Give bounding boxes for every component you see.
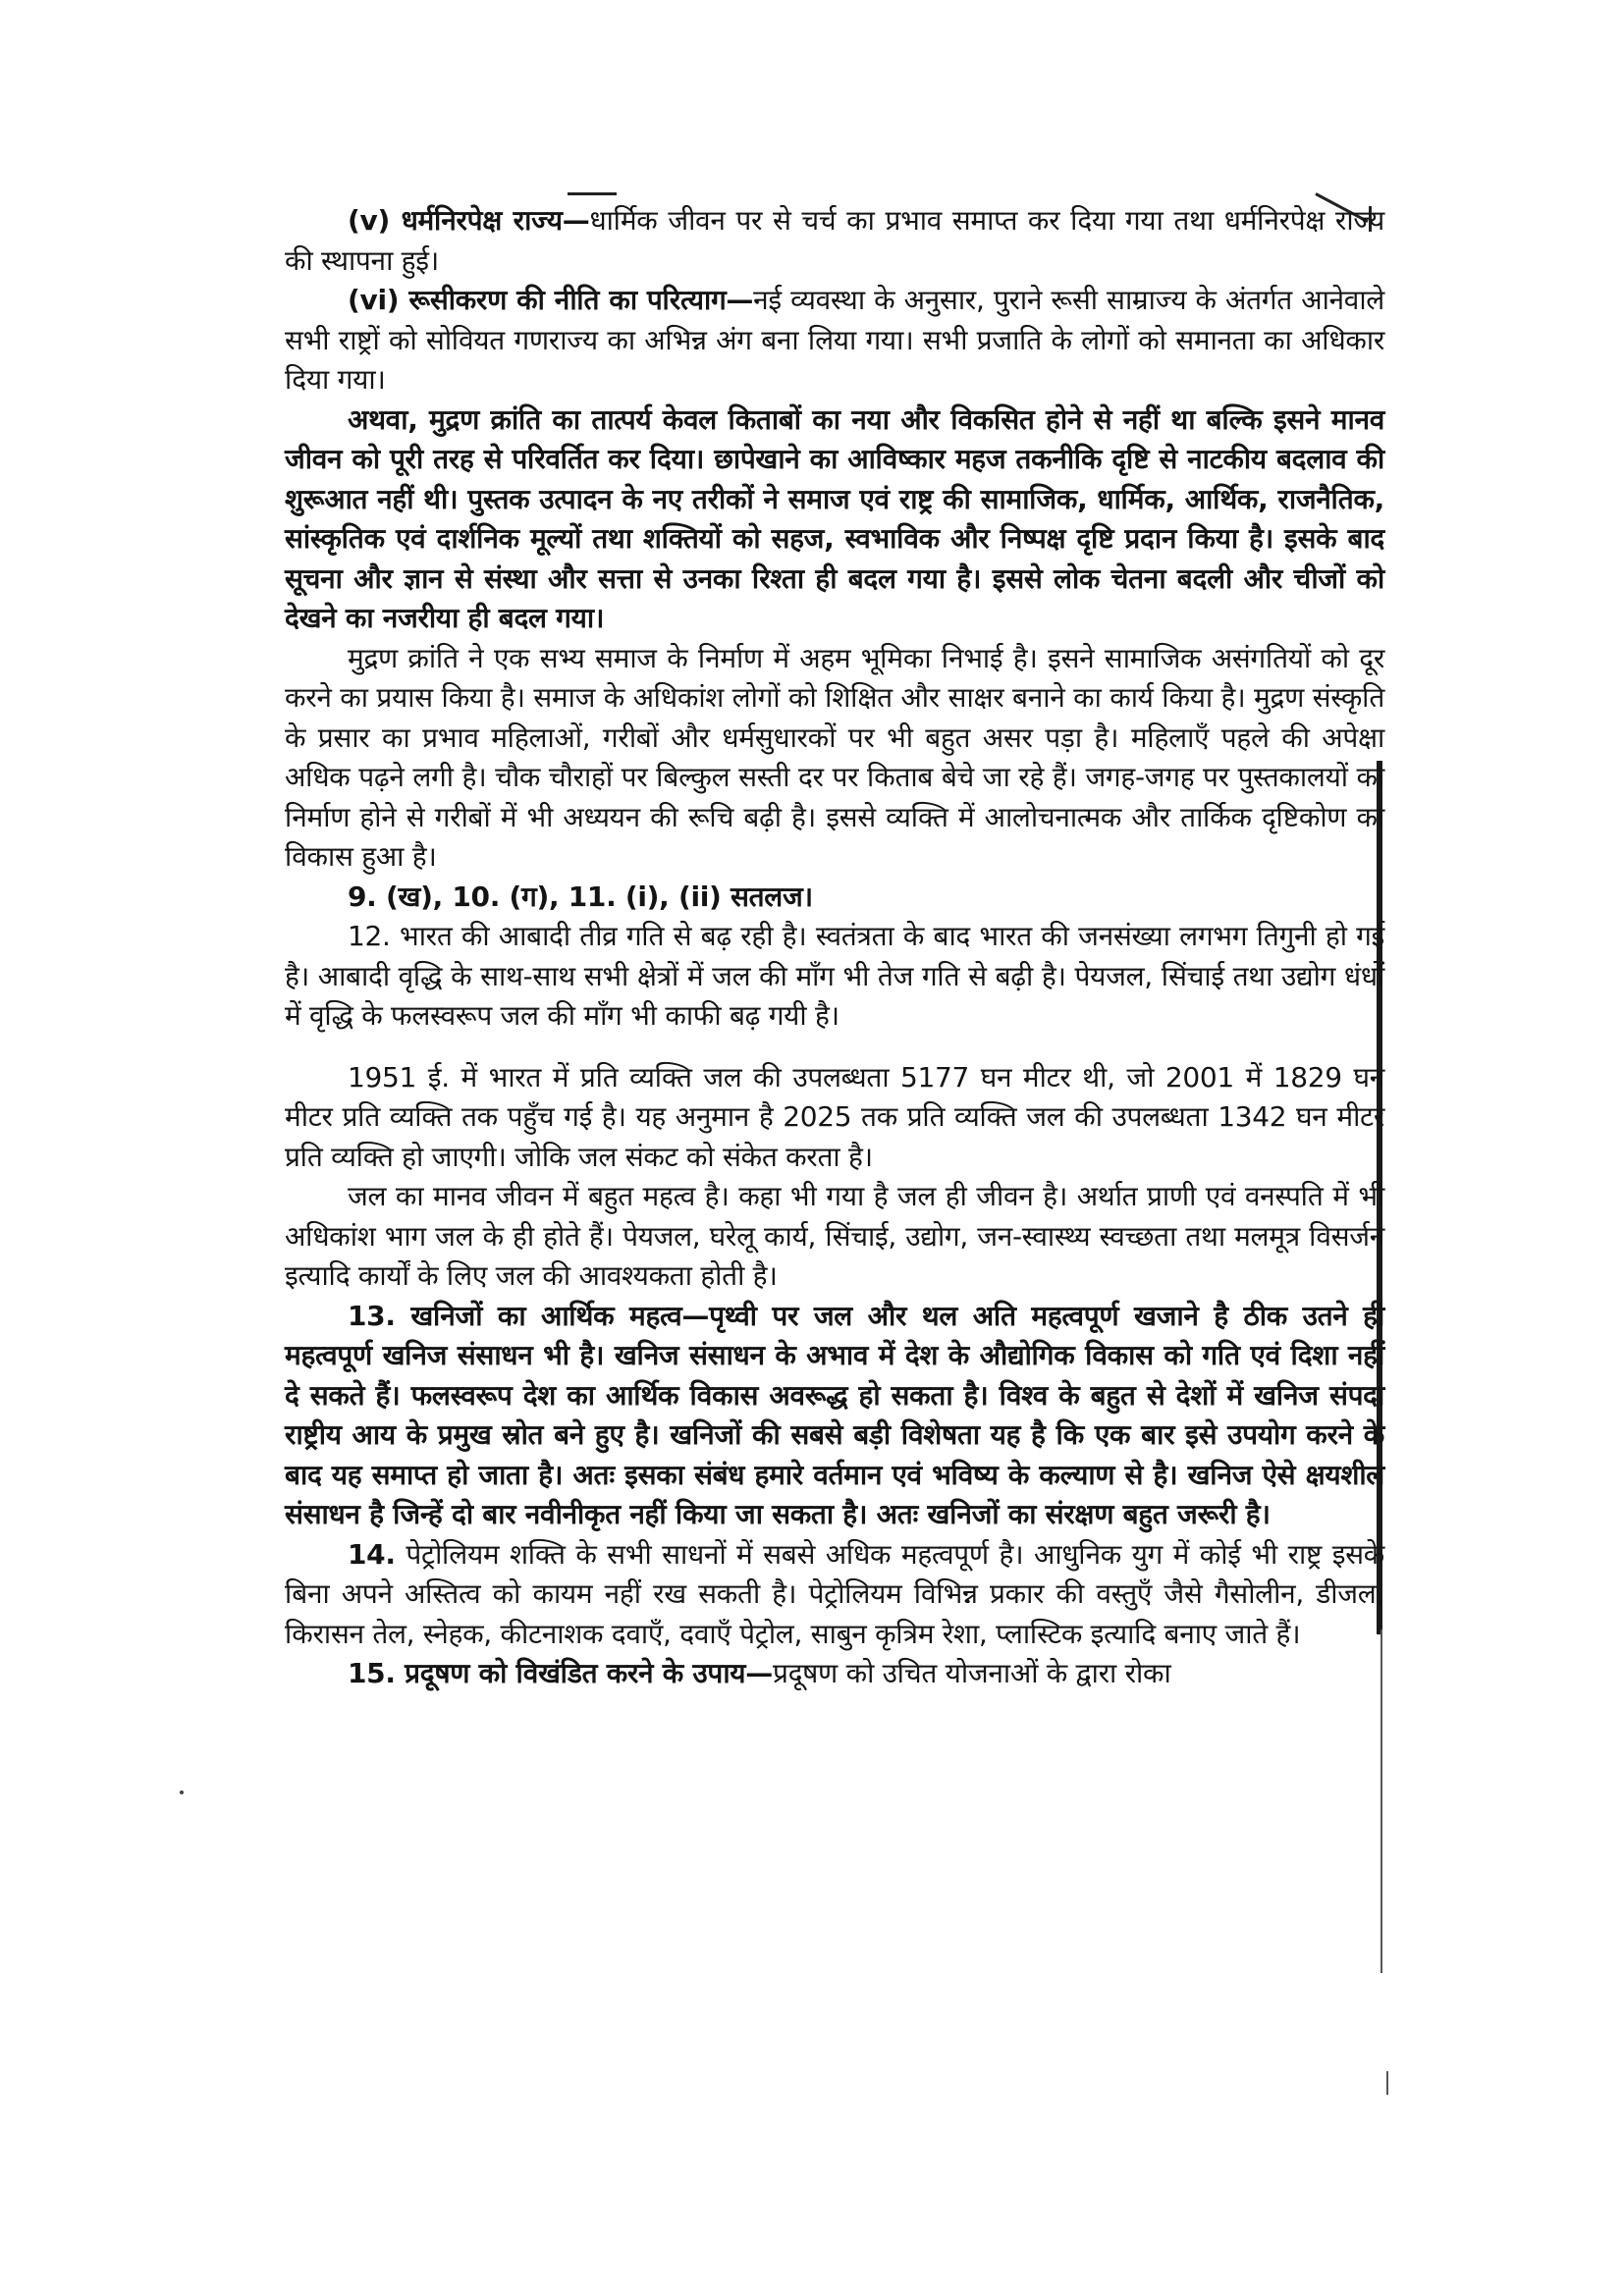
paragraph-lead: (vi) रूसीकरण की नीति का परित्याग— [348, 284, 754, 316]
paragraph-lead: (v) धर्मनिरपेक्ष राज्य— [348, 204, 590, 237]
scanned-page-body [285, 201, 1384, 1694]
paragraph-text: नई व्यवस्था के अनुसार, पुराने रूसी साम्राज्य के अंतर्गत आनेवाले सभी राष्ट्रों को सोवियत गणराज्य का अभिन्न अंग बना लिया गया। सभी प्रजाति के लोगों को समानता का अधिकार दिया गया। [285, 284, 1384, 396]
paragraph-russification [285, 281, 1384, 400]
paragraph-lead: 13. खनिजों का आर्थिक महत्व— [348, 1299, 710, 1332]
paragraph-text: पेट्रोलियम शक्ति के सभी साधनों में सबसे अधिक महत्वपूर्ण है। आधुनिक युग में कोई भी राष्ट्र इसके बिना अपने अस्तित्व को कायम नहीं रख सकती है। पेट्रोलियम विभिन्न प्रकार की वस्तुएँ जैसे गैसोलीन, डीजल, किरासन तेल, स्नेहक, कीटनाशक दवाएँ, दवाएँ पेट्रोल, साबुन कृत्रिम रेशा, प्लास्टिक इत्यादि बनाए जाते हैं। [285, 1537, 1384, 1650]
paragraph-print-revolution [285, 400, 1384, 639]
paragraph-answer-14 [285, 1535, 1384, 1655]
scan-speck [180, 1790, 184, 1794]
paragraph-text: प्रदूषण को उचित योजनाओं के द्वारा रोका [772, 1657, 1171, 1689]
paragraph-lead: 15. प्रदूषण को विखंडित करने के उपाय— [348, 1657, 773, 1689]
paragraph-answer-15 [285, 1654, 1384, 1694]
paragraph-answer-13 [285, 1297, 1384, 1535]
paragraph-lead: 14. [348, 1537, 396, 1571]
paragraph-water-importance [285, 1177, 1384, 1297]
paragraph-text: पृथ्वी पर जल और थल अति महत्वपूर्ण खजाने है ठीक उतने ही महत्वपूर्ण खनिज संसाधन भी है। खनिज संसाधन के अभाव में देश के औद्योगिक विकास को गति एवं दिशा नहीं दे सकते हैं। फलस्वरूप देश का आर्थिक विकास अवरूद्ध हो सकता है। विश्व के बहुत से देशों में खनिज संपदा राष्ट्रीय आय के प्रमुख स्रोत बने हुए है। खनिजों की सबसे बड़ी विशेषता यह है कि एक बार इसे उपयोग करने के बाद यह समाप्त हो जाता है। अतः इसका संबंध हमारे वर्तमान एवं भविष्य के कल्याण से है। खनिज ऐसे क्षयशील संसाधन है जिन्हें दो बार नवीनीकृत नहीं किया जा सकता है। अतः खनिजों का संरक्षण बहुत जरूरी है। [285, 1299, 1385, 1530]
scan-mark [1386, 2071, 1388, 2095]
paragraph-print-society [285, 639, 1384, 878]
paragraph-water-availability [285, 1058, 1384, 1178]
paragraph-text: धार्मिक जीवन पर से चर्च का प्रभाव समाप्त कर दिया गया तथा धर्मनिरपेक्ष राज्य की स्थापना हुई। [285, 204, 1384, 277]
paragraph-secular-state [285, 201, 1384, 281]
paragraph-answers-9-11 [285, 878, 1384, 918]
paragraph-answer-12 [285, 917, 1384, 1037]
paragraph-text: जल का मानव जीवन में बहुत महत्व है। कहा भी गया है जल ही जीवन है। अर्थात प्राणी एवं वनस्पति में भी अधिकांश भाग जल के ही होते हैं। पेयजल, घरेलू कार्य, सिंचाई, उद्योग, जन-स्वास्थ्य स्वच्छता तथा मलमूत्र विसर्जन इत्यादि कार्यों के लिए जल की आवश्यकता होती है। [285, 1180, 1384, 1292]
paragraph-text: 9. (ख), 10. (ग), 11. (i), (ii) सतलज। [348, 880, 813, 913]
paragraph-text: अथवा, मुद्रण क्रांति का तात्पर्य केवल किताबों का नया और विकसित होने से नहीं था बल्कि इसने मानव जीवन को पूरी तरह से परिवर्तित कर दिया। छापेखाने का आविष्कार महज तकनीकि दृष्टि से नाटकीय बदलाव की शुरूआत नहीं थी। पुस्तक उत्पादन के नए तरीकों ने समाज एवं राष्ट्र की सामाजिक, धार्मिक, आर्थिक, राजनैतिक, सांस्कृतिक एवं दार्शनिक मूल्यों तथा शक्तियों को सहज, स्वभाविक और निष्पक्ष दृष्टि प्रदान किया है। इसके बाद सूचना और ज्ञान से संस्था और सत्ता से उनका रिश्ता ही बदल गया है। इससे लोक चेतना बदली और चीजों को देखने का नजरीया ही बदल गया। [285, 402, 1384, 634]
print-mark-dash [568, 192, 617, 195]
paragraph-text: मुद्रण क्रांति ने एक सभ्य समाज के निर्माण में अहम भूमिका निभाई है। इसने सामाजिक असंगतियों को दूर करने का प्रयास किया है। समाज के अधिकांश लोगों को शिक्षित और साक्षर बनाने का कार्य किया है। मुद्रण संस्कृति के प्रसार का प्रभाव महिलाओं, गरीबों और धर्मसुधारकों पर भी बहुत असर पड़ा है। महिलाएँ पहले की अपेक्षा अधिक पढ़ने लगी है। चौक चौराहों पर बिल्कुल सस्ती दर पर किताब बेचे जा रहे हैं। जगह-जगह पर पुस्तकालयों का निर्माण होने से गरीबों में भी अध्ययन की रूचि बढ़ी है। इससे व्यक्ति में आलोचनात्मक और तार्किक दृष्टिकोण का विकास हुआ है। [285, 641, 1384, 873]
paragraph-text: 12. भारत की आबादी तीव्र गति से बढ़ रही है। स्वतंत्रता के बाद भारत की जनसंख्या लगभग तिगुनी हो गई है। आबादी वृद्धि के साथ-साथ सभी क्षेत्रों में जल की माँग भी तेज गति से बढ़ी है। पेयजल, सिंचाई तथा उद्योग धंधों में वृद्धि के फलस्वरूप जल की माँग भी काफी बढ़ गयी है। [285, 920, 1384, 1032]
paragraph-text: 1951 ई. में भारत में प्रति व्यक्ति जल की उपलब्धता 5177 घन मीटर थी, जो 2001 में 1829 घन मीटर प्रति व्यक्ति तक पहुँच गई है। यह अनुमान है 2025 तक प्रति व्यक्ति जल की उपलब्धता 1342 घन मीटर प्रति व्यक्ति हो जाएगी। जोकि जल संकट को संकेत करता है। [285, 1060, 1384, 1173]
